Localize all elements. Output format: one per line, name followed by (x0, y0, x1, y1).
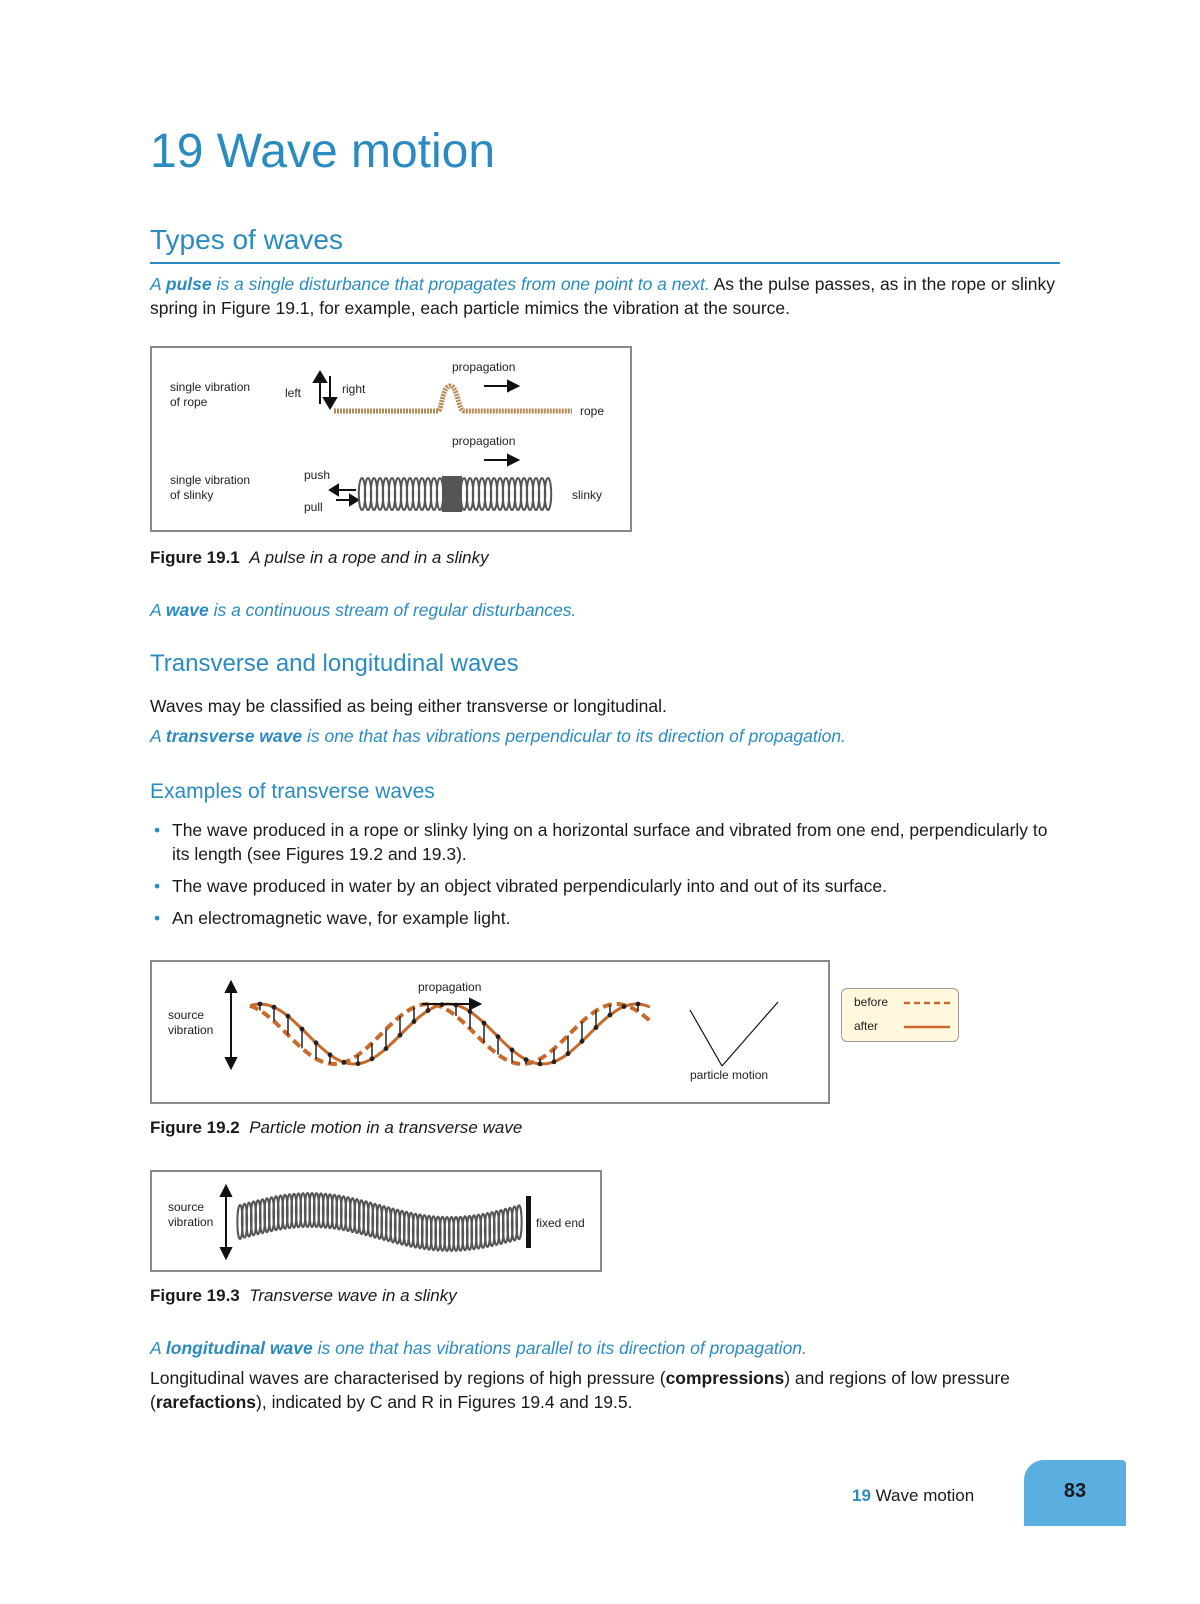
page-number-tab (1024, 1460, 1126, 1526)
particle-dot (538, 1062, 543, 1067)
label-propagation-bottom: propagation (452, 434, 516, 448)
footer-chapter-name: Wave motion (870, 1486, 975, 1505)
caption-text: Transverse wave in a slinky (249, 1286, 457, 1305)
heading-transverse-longitudinal: Transverse and longitudinal waves (150, 650, 519, 677)
figure-19-2-caption (150, 1118, 522, 1138)
label-fixed-end: fixed end (536, 1216, 585, 1230)
fixed-end (526, 1196, 531, 1248)
slinky-coil (545, 478, 551, 510)
list-item: • An electromagnetic wave, for example light. (150, 906, 1060, 930)
particle-motion-pointers (690, 1002, 778, 1066)
rarefactions-term: rarefactions (155, 1392, 257, 1412)
particle-dot (426, 1008, 431, 1013)
figure-19-2-drawing (152, 962, 832, 1106)
label-rope: rope (580, 404, 605, 418)
particle-dot (636, 1002, 641, 1007)
pulse-term: pulse (165, 274, 212, 294)
particle-dot (496, 1034, 501, 1039)
push-pull-arrows (330, 485, 358, 505)
label-left: left (285, 386, 302, 400)
figure-19-3-caption (150, 1286, 457, 1306)
chapter-title: 19 Wave motion (150, 125, 496, 178)
pulse-def-a: A (150, 274, 166, 294)
caption-number: Figure 19.2 (150, 1118, 240, 1137)
particle-dot (510, 1048, 515, 1053)
heading-examples: Examples of transverse waves (150, 780, 435, 803)
particle-dot (300, 1027, 305, 1032)
legend-after-label: after (854, 1019, 879, 1033)
legend-before-label: before (854, 995, 889, 1009)
transverse-definition (150, 724, 1060, 748)
figure-19-1-drawing (152, 348, 634, 534)
particle-dot (552, 1059, 557, 1064)
label-rope-vibration: single vibration of rope (170, 380, 251, 409)
label-source-vibration: source vibration (168, 1200, 214, 1229)
pulse-def-rest: is a single disturbance that propagates from one point to a next. (211, 274, 710, 294)
longitudinal-text (150, 1366, 1060, 1414)
examples-list (150, 818, 1060, 938)
particle-dot (622, 1004, 627, 1009)
propagation-arrow-bottom (484, 455, 518, 465)
transverse-term: transverse wave (165, 726, 303, 746)
wave-term: wave (165, 600, 209, 620)
longitudinal-text-1: Longitudinal waves are characterised by regions of high pressure ( (150, 1368, 666, 1388)
figure-19-1-caption (150, 548, 489, 568)
list-item: • The wave produced in water by an object vibrated perpendicularly into and out of its surface. (150, 874, 1060, 898)
pulse-def-plain: As the pulse passes, as in the rope or slinky spring in Figure 19.1, for example, each particle mimics the vibration at the source. (150, 274, 1056, 318)
longitudinal-definition (150, 1336, 1060, 1360)
particle-dot (272, 1005, 277, 1010)
particle-dot (608, 1013, 613, 1018)
particle-dot (370, 1056, 375, 1061)
slinky-wave (237, 1193, 521, 1251)
label-push: push (304, 468, 331, 482)
caption-number: Figure 19.1 (150, 548, 240, 567)
longitudinal-def-rest: is one that has vibrations parallel to its direction of propagation. (312, 1338, 807, 1358)
caption-text: A pulse in a rope and in a slinky (249, 548, 489, 567)
particle-dot (412, 1019, 417, 1024)
particle-dot (314, 1040, 319, 1045)
label-particle-motion: particle motion (690, 1068, 769, 1082)
caption-number: Figure 19.3 (150, 1286, 240, 1305)
wave-def-rest: is a continuous stream of regular disturbances. (208, 600, 577, 620)
label-slinky-vibration: single vibration of slinky (170, 473, 251, 502)
label-source-vibration: source vibration (168, 1008, 214, 1037)
label-right: right (342, 382, 366, 396)
particle-dot (524, 1057, 529, 1062)
particle-dot (482, 1021, 487, 1026)
pulse-definition (150, 272, 1060, 320)
particle-dot (356, 1061, 361, 1066)
particle-dot (286, 1014, 291, 1019)
particle-dot (398, 1033, 403, 1038)
footer-chapter-number: 19 (852, 1486, 871, 1505)
particle-dot (384, 1046, 389, 1051)
wave-definition (150, 598, 1060, 622)
label-propagation: propagation (418, 980, 482, 994)
label-slinky: slinky (572, 488, 603, 502)
section-title: Types of waves (150, 224, 1060, 264)
figure-19-2 (150, 960, 889, 1104)
figure-19-1 (150, 346, 632, 532)
particle-dot (594, 1025, 599, 1030)
particle-dot (328, 1052, 333, 1057)
list-item: • The wave produced in a rope or slinky lying on a horizontal surface and vibrated from one end, perpendicularly to its length (see Figures 19.2 and 19.3). (150, 818, 1060, 866)
propagation-arrow-top (484, 381, 518, 391)
particle-dot (342, 1060, 347, 1065)
longitudinal-def-a: A (150, 1338, 166, 1358)
left-right-arrows (314, 372, 336, 408)
legend (841, 988, 959, 1042)
longitudinal-text-2: ) and regions of low pressure ( (150, 1368, 1010, 1412)
wave-def-a: A (150, 600, 166, 620)
legend-swatches (842, 989, 960, 1043)
longitudinal-term: longitudinal wave (165, 1338, 313, 1358)
label-pull: pull (304, 500, 323, 514)
longitudinal-text-3: ), indicated by C and R in Figures 19.4 and 19.5. (256, 1392, 633, 1412)
particle-dot (566, 1051, 571, 1056)
slinky-coil (516, 1205, 521, 1239)
caption-text: Particle motion in a transverse wave (249, 1118, 523, 1137)
figure-19-3 (150, 1170, 602, 1272)
footer-chapter (852, 1486, 974, 1506)
label-propagation-top: propagation (452, 360, 516, 374)
classified-text: Waves may be classified as being either transverse or longitudinal. (150, 696, 667, 716)
particle-dot (580, 1039, 585, 1044)
page-number: 83 (1063, 1480, 1087, 1502)
particle-dot (258, 1002, 263, 1007)
rope (334, 386, 572, 411)
slinky-compression (442, 476, 462, 512)
transverse-def-rest: is one that has vibrations perpendicular to its direction of propagation. (302, 726, 846, 746)
transverse-def-a: A (150, 726, 166, 746)
compressions-term: compressions (665, 1368, 785, 1388)
